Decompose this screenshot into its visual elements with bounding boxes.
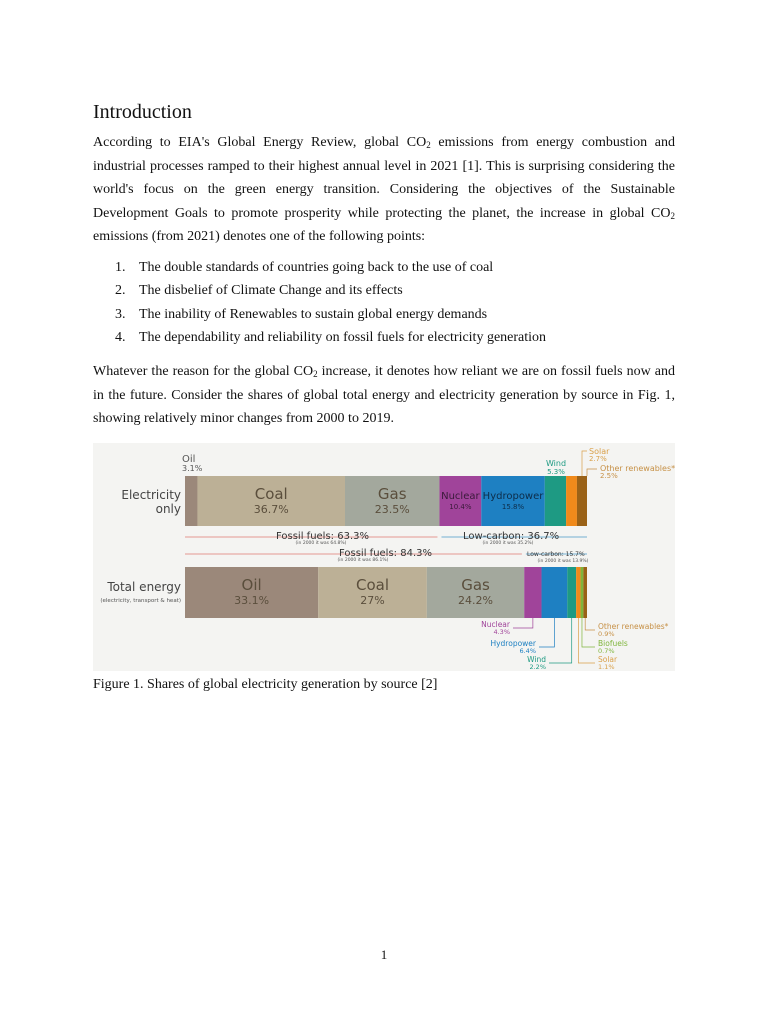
fossil-group-note: (in 2000 it was 86.1%): [337, 558, 389, 563]
total-solar-label: Solar: [598, 655, 618, 664]
segment-label: Gas: [461, 576, 490, 594]
intro-paragraph: [93, 131, 675, 249]
energy-share-chart: [93, 443, 675, 671]
list-item: [93, 256, 653, 279]
lowcarbon-group-note: (in 2000 it was 13.9%): [537, 559, 589, 564]
list-item-text: The dependability and reliability on fossil fuels for electricity generation: [139, 329, 547, 345]
section-heading: Introduction: [93, 101, 192, 123]
segment-value-label: 10.4%: [449, 503, 472, 511]
row-label: only: [155, 502, 181, 516]
segment-value-label: 15.8%: [501, 503, 525, 511]
leader-line: [578, 618, 595, 663]
lowcarbon-group-label: Low-carbon: 15.7%: [527, 551, 585, 558]
segment-label: Coal: [254, 485, 288, 503]
wind-electricity-value: 5.3%: [547, 468, 565, 476]
solar-electricity-label: Solar: [589, 447, 610, 456]
paragraph-line: Development Goals to promote prosperity while protecting the planet, the increase in global $CO_2$: [93, 205, 675, 221]
paragraph-line: world's focus on the green energy transition. Considering the objectives of the Sustainable: [93, 182, 675, 198]
bar-segment-hydropower: [542, 567, 568, 618]
other-renewables-electricity-label: Other renewables*: [600, 464, 675, 473]
lowcarbon-group-note: (in 2000 it was 35.2%): [482, 541, 534, 546]
page-number: 1: [380, 947, 388, 962]
segment-value-label: 36.7%: [253, 503, 289, 516]
segment-label: Oil: [241, 576, 262, 594]
segment-value-label: 33.1%: [234, 594, 270, 607]
list-item-number: 3.: [115, 306, 126, 322]
segment-label: Gas: [377, 485, 407, 503]
solar-leader-line: [582, 451, 587, 476]
solar-electricity-value: 2.7%: [589, 455, 607, 463]
row-label: Electricity: [121, 488, 181, 502]
total-wind-value: 2.2%: [529, 663, 546, 671]
other-renewables-electricity-value: 2.5%: [600, 472, 618, 480]
fossil-group-label: Fossil fuels: 63.3%: [276, 531, 369, 542]
reliance-paragraph: [93, 360, 675, 431]
paragraph-line: According to EIA's Global Energy Review, global $CO_2$ emissions from energy combustion and: [93, 135, 675, 150]
fossil-group-label: Fossil fuels: 84.3%: [339, 548, 432, 559]
bar-segment-biofuels: [581, 567, 584, 618]
total-other-renewables-label: Other renewables*: [598, 622, 669, 631]
total-hydropower-value: 6.4%: [519, 647, 536, 655]
bar-segment-solar: [566, 476, 577, 526]
list-item-text: The inability of Renewables to sustain global energy demands: [139, 306, 488, 322]
list-item: [93, 303, 653, 326]
list-item-number: 4.: [115, 329, 126, 345]
bar-segment-oil: [185, 476, 197, 526]
leader-line: [539, 618, 554, 647]
list-item: [93, 279, 653, 302]
list-item: [93, 326, 653, 349]
list-item-text: The disbelief of Climate Change and its effects: [139, 283, 403, 299]
wind-electricity-label: Wind: [545, 459, 567, 468]
bar-segment-other-renewables: [577, 476, 587, 526]
paragraph-line: in the future. Consider the shares of global total energy and electricity generation by source in Fig. 1,: [93, 387, 675, 403]
list-item-text: The double standards of countries going back to the use of coal: [139, 260, 494, 275]
leader-line: [549, 618, 572, 663]
segment-label: Hydropower: [482, 491, 544, 502]
lowcarbon-group-label: Low-carbon: 36.7%: [463, 531, 560, 542]
total-nuclear-value: 4.3%: [493, 628, 510, 636]
paragraph-line: industrial processes ramped to their highest annual level in 2021 [1]. This is surprising considering the: [93, 158, 675, 174]
other-renewables-leader-line: [587, 469, 597, 476]
bar-segment-solar: [576, 567, 580, 618]
total-wind-label: Wind: [527, 655, 546, 664]
segment-label: Nuclear: [441, 491, 480, 502]
total-value-label: 0.7%: [598, 647, 615, 655]
paragraph-line: Whatever the reason for the global $CO_2$ increase, it denotes how reliant we are on fossil fuels now and: [93, 364, 675, 379]
row-label: Total energy: [107, 580, 181, 594]
points-list: [93, 256, 653, 349]
list-item-number: 1.: [115, 260, 126, 275]
bar-segment-other-renewables: [583, 567, 587, 618]
segment-label: Coal: [356, 576, 390, 594]
total-value-label: 0.9%: [598, 630, 615, 638]
segment-value-label: 23.5%: [374, 503, 410, 516]
segment-value-label: 27%: [360, 594, 385, 607]
leader-line: [582, 618, 595, 647]
total-nuclear-label: Nuclear: [481, 620, 510, 629]
total-value-label: 1.1%: [598, 663, 615, 671]
bar-segment-nuclear: [524, 567, 541, 618]
bar-segment-wind: [545, 476, 566, 526]
bar-segment-wind: [567, 567, 576, 618]
fossil-group-note: (in 2000 it was 64.8%): [295, 541, 347, 546]
list-item-number: 2.: [115, 283, 126, 299]
paragraph-line: emissions (from 2021) denotes one of the following points:: [93, 229, 426, 245]
oil-electricity-label: Oil: [182, 454, 196, 465]
row-sublabel: (electricity, transport & heat): [100, 598, 181, 604]
leader-line: [513, 618, 533, 628]
segment-value-label: 24.2%: [458, 594, 494, 607]
paragraph-line: showing relatively minor changes from 2000 to 2019.: [93, 411, 394, 427]
leader-line: [585, 618, 595, 630]
total-biofuels-label: Biofuels: [598, 639, 628, 648]
total-hydropower-label: Hydropower: [490, 639, 536, 648]
figure-caption: Figure 1. Shares of global electricity generation by source [2]: [93, 677, 438, 692]
oil-electricity-value: 3.1%: [182, 464, 203, 473]
energy-share-figure: [93, 443, 675, 671]
